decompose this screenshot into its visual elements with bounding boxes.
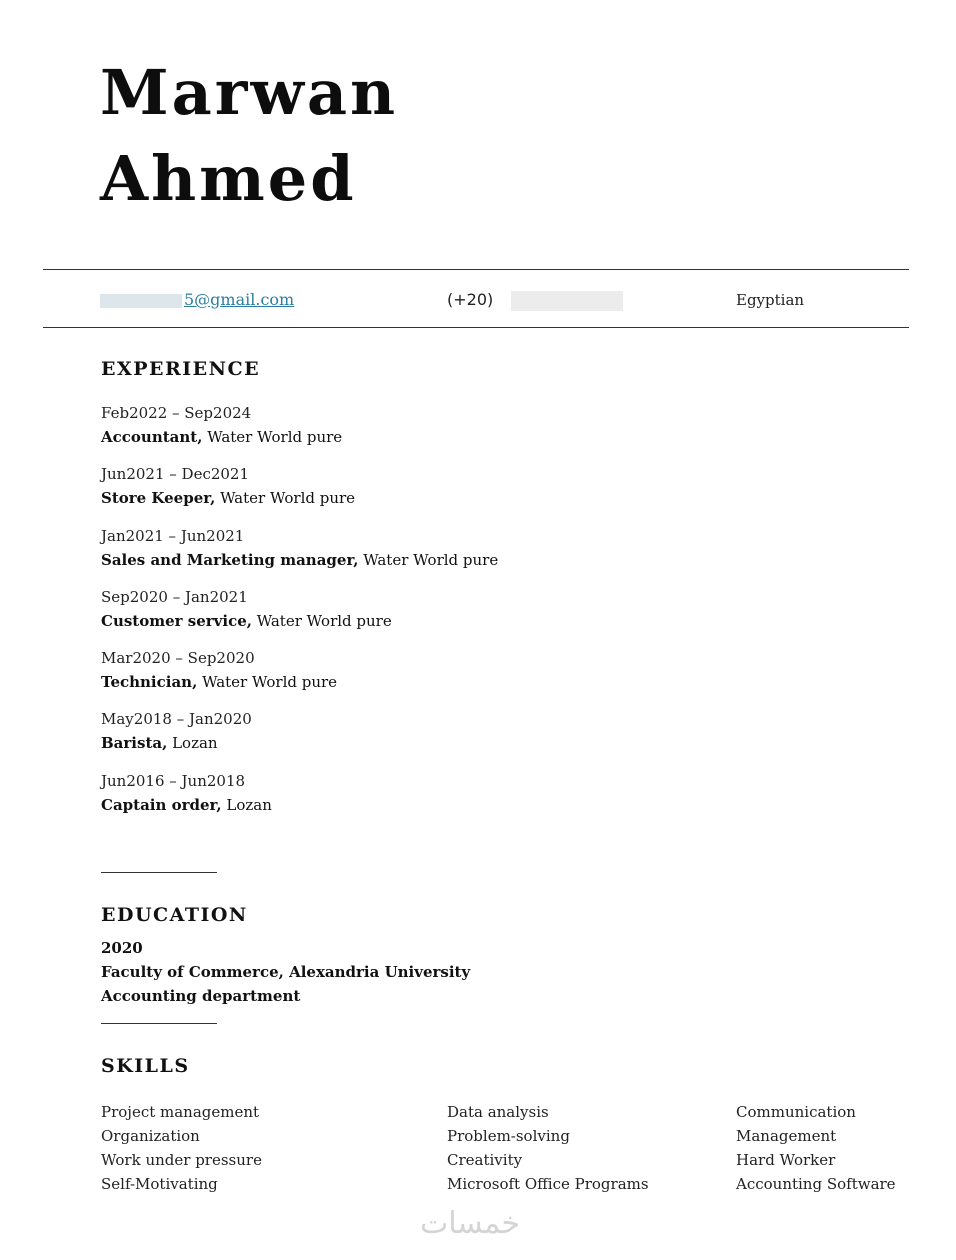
skill-item: Problem-solving [447, 1127, 570, 1145]
experience-list [101, 402, 498, 831]
education-heading: EDUCATION [101, 904, 248, 926]
experience-item [101, 586, 498, 647]
skill-item: Work under pressure [101, 1151, 262, 1169]
education-department: Accounting department [101, 987, 301, 1005]
experience-item [101, 647, 498, 708]
header-divider-top [43, 269, 909, 270]
first-name: Marwan [100, 56, 399, 129]
redacted-phone-digits [511, 291, 623, 311]
experience-role: Accountant, [101, 428, 203, 446]
experience-item [101, 463, 498, 524]
skill-item: Accounting Software [736, 1175, 896, 1193]
education-institution: Faculty of Commerce, Alexandria University [101, 963, 471, 981]
skill-item: Microsoft Office Programs [447, 1175, 649, 1193]
experience-company: Water World pure [358, 550, 499, 569]
experience-role: Captain order, [101, 795, 222, 814]
education-year: 2020 [101, 939, 143, 957]
experience-role: Customer service, [101, 611, 252, 630]
last-name: Ahmed [100, 142, 357, 215]
experience-company: Lozan [167, 734, 218, 753]
experience-date: Mar2020 – Sep2020 [101, 649, 255, 668]
redacted-email-prefix [100, 294, 182, 308]
experience-item [101, 770, 498, 831]
experience-role-line [101, 609, 498, 633]
watermark-logo: خمسات [420, 1206, 521, 1241]
experience-company: Water World pure [202, 428, 343, 446]
email-text: 5@gmail.com [184, 290, 295, 309]
phone-prefix: (+20) [447, 290, 494, 309]
experience-role-line [101, 731, 498, 755]
experience-date: Jan2021 – Jun2021 [101, 526, 245, 545]
skill-item: Self-Motivating [101, 1175, 218, 1193]
experience-company: Water World pure [251, 611, 392, 630]
experience-company: Lozan [221, 795, 272, 814]
nationality: Egyptian [736, 291, 805, 309]
experience-item [101, 525, 498, 586]
skills-column-3 [736, 1100, 896, 1196]
header-divider-bottom [43, 327, 909, 328]
skill-item: Project management [101, 1103, 260, 1121]
experience-item [101, 708, 498, 769]
experience-role-line [101, 548, 498, 572]
experience-role-line [101, 425, 498, 449]
skill-item: Hard Worker [736, 1151, 836, 1169]
skill-item: Creativity [447, 1151, 523, 1169]
skill-item: Communication [736, 1103, 856, 1121]
education-block [101, 936, 470, 1008]
experience-heading: EXPERIENCE [101, 358, 261, 380]
skill-item: Organization [101, 1127, 200, 1145]
email-link[interactable] [100, 289, 294, 311]
experience-role-line [101, 793, 498, 817]
skills-column-2 [447, 1100, 649, 1196]
experience-role-line [101, 486, 498, 510]
experience-role-line [101, 670, 498, 694]
skills-column-1 [101, 1100, 262, 1196]
experience-company: Water World pure [197, 673, 338, 692]
experience-date: Sep2020 – Jan2021 [101, 587, 248, 606]
education-end-divider [101, 1023, 217, 1024]
experience-date: Feb2022 – Sep2024 [101, 404, 252, 422]
experience-date: May2018 – Jan2020 [101, 710, 252, 729]
experience-role: Technician, [101, 673, 198, 692]
experience-end-divider [101, 872, 217, 873]
skill-item: Data analysis [447, 1103, 549, 1121]
experience-role: Sales and Marketing manager, [101, 550, 359, 569]
experience-item [101, 402, 498, 463]
phone-number [447, 289, 623, 311]
experience-date: Jun2016 – Jun2018 [101, 771, 246, 790]
experience-role: Barista, [101, 734, 168, 753]
experience-company: Water World pure [215, 489, 356, 508]
experience-date: Jun2021 – Dec2021 [101, 465, 250, 484]
candidate-name [100, 50, 398, 222]
skills-heading: SKILLS [101, 1055, 190, 1077]
experience-role: Store Keeper, [101, 489, 216, 508]
skill-item: Management [736, 1127, 837, 1145]
